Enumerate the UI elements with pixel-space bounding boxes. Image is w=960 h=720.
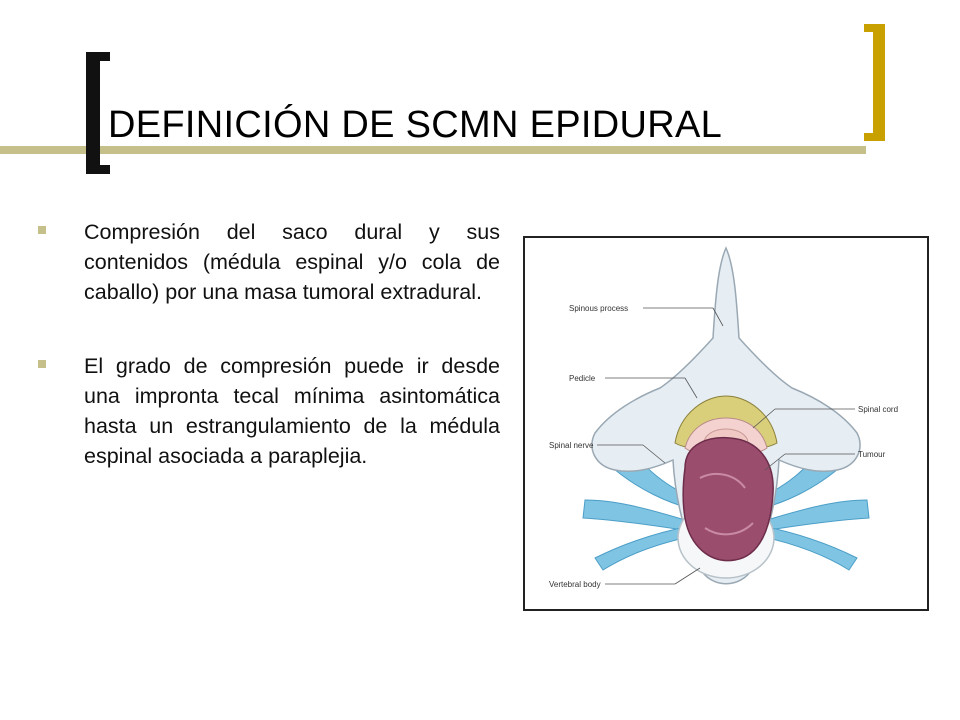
title-underline (0, 146, 866, 154)
spinal-tumour-illustration (523, 236, 929, 611)
label-spinal-nerve: Spinal nerve (549, 441, 594, 450)
bullet-text: El grado de compresión puede ir desde una impronta tecal mínima asintomática hasta un estrangulamiento de la médula espinal asociada a paraplejia. (84, 354, 500, 468)
label-vertebral-body: Vertebral body (549, 580, 601, 589)
bullet-text: Compresión del saco dural y sus contenidos (médula espinal y/o cola de caballo) por una masa tumoral extradural. (84, 220, 500, 304)
bullet-square-icon (38, 226, 46, 234)
vertebra-diagram (525, 238, 927, 609)
label-spinal-cord: Spinal cord (858, 405, 899, 414)
label-tumour: Tumour (858, 450, 886, 459)
bullet-item (38, 351, 500, 471)
bullet-list (38, 217, 500, 515)
label-spinous-process: Spinous process (569, 304, 629, 313)
slide-title: DEFINICIÓN DE SCMN EPIDURAL (108, 104, 723, 146)
label-pedicle: Pedicle (569, 374, 596, 383)
bullet-square-icon (38, 360, 46, 368)
bullet-item (38, 217, 500, 307)
